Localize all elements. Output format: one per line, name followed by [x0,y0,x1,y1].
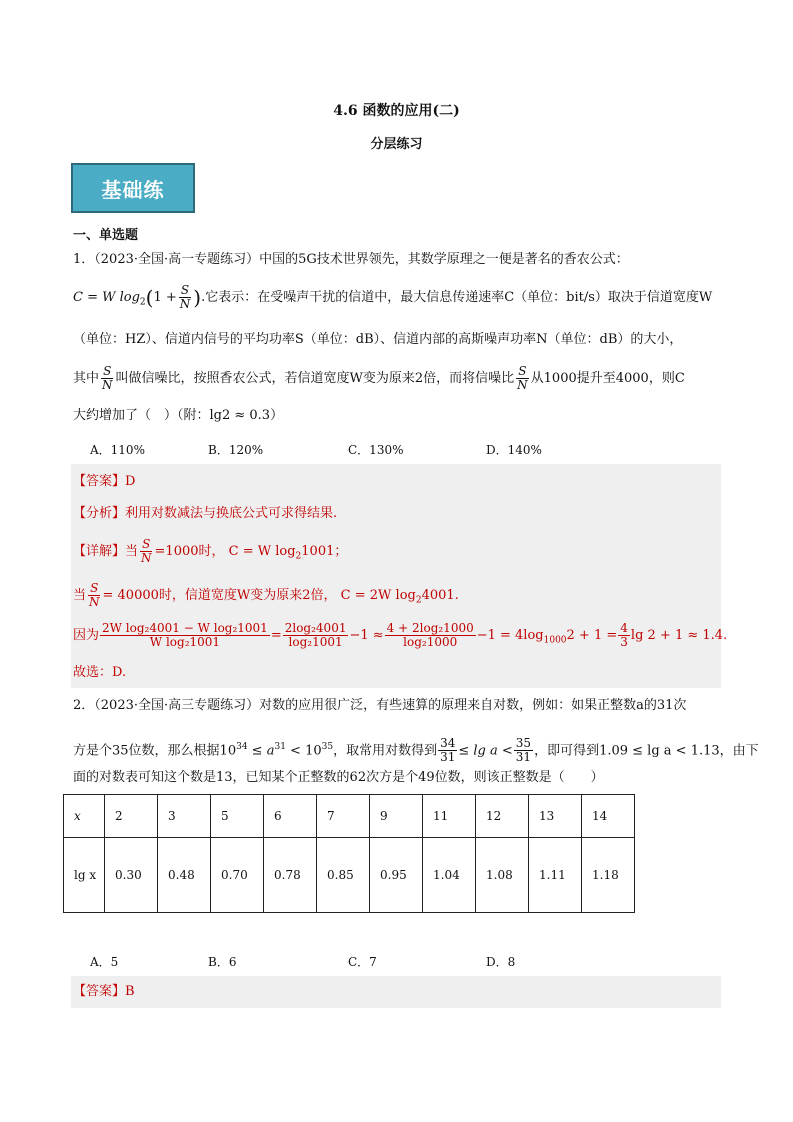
q2-line2: 方是个35位数，那么根据$10^{34} \le a^{31} < 10^{35}$，取常用对数得到 $\frac{34}{31}$ ≤ lg a < $\frac{35}{31}$ ，即可得到1.09 ≤ lg a < 1.13，由下 [73,736,759,765]
page-subtitle: 分层练习 [370,137,423,152]
q1-option-b[interactable]: B．120% [208,443,264,457]
q2-option-a[interactable]: A．5 [90,955,119,969]
q1-line1: 1．（2023·全国·高一专题练习）中国的5G技术世界领先，其数学原理之一便是著名的香农公式： [73,252,629,267]
section-heading: 一、单选题 [73,228,139,243]
q1-formula-sub: 2 [139,297,146,308]
table-cell: 0.95 [370,838,423,913]
table-cell: 0.70 [211,838,264,913]
q2-option-c[interactable]: C．7 [348,955,377,969]
table-cell: 0.85 [317,838,370,913]
q1-answer: 【答案】D [73,474,136,489]
snr-fraction: $\frac{S}{N}$ [102,364,113,392]
table-cell: 1.11 [529,838,582,913]
q1-detail-3: 因为 $\frac{\text{2W log₂4001 − W log₂1001}}{\text{W log₂1001}}$ = $\frac{\text{2log₂4001}}{\text{log₂1001}}$ −1 ≈ $\frac{\text{4 + 2log₂1000}}{\text{log₂1000}}$ $-1 = 4\log_{1000}2 + 1$ = $\frac{4}{3}$ lg 2 + 1 ≈ 1.4. [73,621,728,649]
table-cell: 0.48 [158,838,211,913]
table-cell: x [64,795,105,838]
table-cell: 9 [370,795,423,838]
q2-option-d[interactable]: D．8 [486,955,516,969]
q1-line3: （单位：HZ）、信道内信号的平均功率S（单位：dB）、信道内部的高斯噪声功率N（单位：dB）的大小， [73,332,683,347]
q1-formula-one: 1 + [153,290,177,305]
table-cell: 12 [476,795,529,838]
log-table-row-x [64,795,635,838]
table-cell: 7 [317,795,370,838]
table-cell: 11 [423,795,476,838]
table-cell: lg x [64,838,105,913]
table-cell: 1.08 [476,838,529,913]
q1-formula-tail: .它表示：在受噪声干扰的信道中，最大信息传递速率C（单位：bit/s）取决于信道宽度W [201,290,713,305]
table-cell: 13 [529,795,582,838]
table-cell: 3 [158,795,211,838]
q1-formula-line: C = W $\log_2(1$ + $\frac{S}{N}$ ).它表示：在受噪声干扰的信道中，最大信息传递速率C（单位：bit/s）取决于信道宽度W [73,283,713,311]
table-cell: 5 [211,795,264,838]
q2-line1: 2．（2023·全国·高三专题练习）对数的应用很广泛，有些速算的原理来自对数，例如：如果正整数a的31次 [73,698,687,713]
table-cell: 1.18 [582,838,635,913]
q1-detail-1: 【详解】当 $\frac{S}{N}$ =1000时， C = W $\log_21001$； [73,537,348,565]
table-cell: 1.04 [423,838,476,913]
q1-line5: 大约增加了（ ）（附：lg2 ≈ 0.3） [73,408,284,423]
q1-analysis: 【分析】利用对数减法与换底公式可求得结果. [73,506,338,521]
section-banner: 基础练 [71,163,195,213]
log-table-row-lg [64,838,635,913]
page-title: 4.6 函数的应用(二) [333,103,460,119]
table-cell: 0.78 [264,838,317,913]
q1-conclusion: 故选：D. [73,665,127,680]
q1-formula-frac: $\frac{S}{N}$ [179,283,191,311]
q1-option-d[interactable]: D．140% [486,443,542,457]
table-cell: 0.30 [105,838,158,913]
q1-solution-box [71,464,721,688]
q1-option-a[interactable]: A．110% [90,443,145,457]
table-cell: 14 [582,795,635,838]
snr-fraction-2: $\frac{S}{N}$ [517,364,528,392]
q1-formula: C = W log [73,290,140,305]
table-cell: 2 [105,795,158,838]
table-cell: 6 [264,795,317,838]
log-table [63,794,635,913]
q1-option-c[interactable]: C．130% [348,443,404,457]
q2-solution-box [71,976,721,1008]
q1-detail-2: 当 $\frac{S}{N}$ = 40000时，信道宽度W变为原来2倍， C = 2W $\log_24001$. [73,581,459,609]
q1-line4: 其中 $\frac{S}{N}$ 叫做信噪比，按照香农公式，若信道宽度W变为原来2倍，而将信噪比 $\frac{S}{N}$ 从1000提升至4000，则C [73,364,685,392]
q2-option-b[interactable]: B．6 [208,955,237,969]
q2-line3: 面的对数表可知这个数是13，已知某个正整数的62次方是个49位数，则该正整数是（ ） [73,770,604,785]
q2-answer: 【答案】B [73,984,135,999]
